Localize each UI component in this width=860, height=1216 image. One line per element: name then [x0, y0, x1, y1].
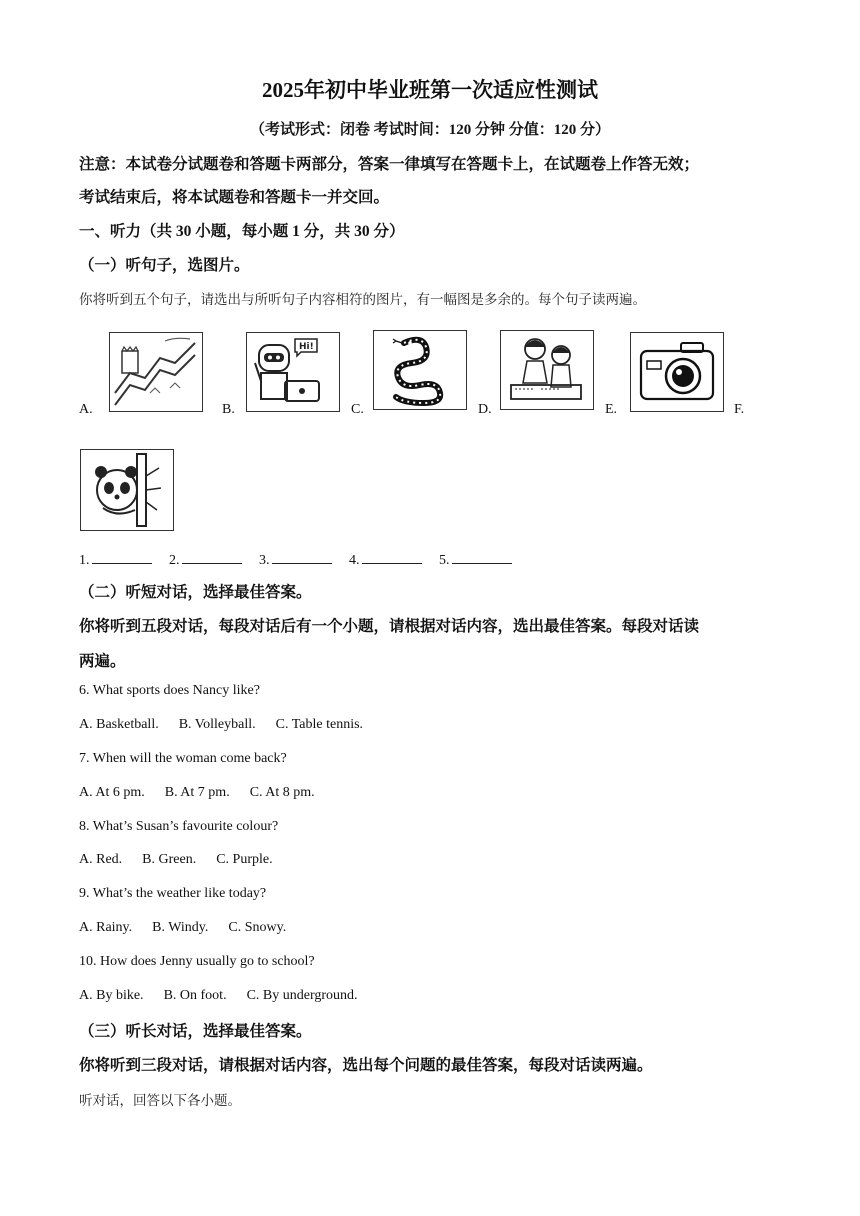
options-9 [79, 920, 306, 936]
answer-blank-4[interactable]: 4. [349, 553, 422, 568]
options-10 [79, 988, 378, 1004]
answer-blank-5[interactable]: 5. [439, 553, 512, 568]
exam-info: （考试形式：闭卷 考试时间：120 分钟 分值：120 分） [249, 122, 610, 138]
options-8 [79, 852, 293, 868]
answer-blank-2[interactable]: 2. [169, 553, 242, 568]
question-6: 6. What sports does Nancy like? [79, 683, 260, 698]
picture-f [80, 449, 174, 531]
picture-label-e: E. [605, 402, 618, 417]
picture-e [630, 332, 724, 412]
option-6a[interactable]: A. Basketball. [79, 717, 159, 732]
options-7 [79, 785, 335, 801]
part-heading-2: （二）听短对话，选择最佳答案。 [79, 584, 312, 601]
section-heading-listening: 一、听力（共 30 小题，每小题 1 分，共 30 分） [79, 223, 405, 240]
option-7a[interactable]: A. At 6 pm. [79, 785, 145, 800]
picture-label-d: D. [478, 402, 492, 417]
option-9a[interactable]: A. Rainy. [79, 920, 133, 935]
question-10: 10. How does Jenny usually go to school? [79, 954, 315, 969]
options-6 [79, 717, 383, 733]
picture-label-c: C. [351, 402, 364, 417]
robot-laptop-icon [247, 333, 338, 410]
picture-d [500, 330, 594, 410]
option-7c[interactable]: C. At 8 pm. [249, 785, 315, 800]
picture-label-a: A. [79, 402, 93, 417]
question-7: 7. When will the woman come back? [79, 751, 287, 766]
answer-blank-1[interactable]: 1. [79, 553, 152, 568]
notice-line-2: 考试结束后，将本试题卷和答题卡一并交回。 [79, 189, 390, 206]
picture-label-f: F. [734, 402, 745, 417]
question-9: 9. What’s the weather like today? [79, 886, 267, 901]
picture-a [109, 332, 203, 412]
snake-icon [374, 331, 465, 408]
answer-blank-3[interactable]: 3. [259, 553, 332, 568]
panda-bamboo-icon [81, 450, 172, 529]
option-9b[interactable]: B. Windy. [152, 920, 209, 935]
part-instruction-3: 你将听到三段对话，请根据对话内容，选出每个问题的最佳答案，每段对话读两遍。 [79, 1057, 653, 1074]
picture-label-b: B. [222, 402, 235, 417]
girls-cooking-icon [501, 331, 592, 408]
option-10c[interactable]: C. By underground. [246, 988, 358, 1003]
option-6b[interactable]: B. Volleyball. [178, 717, 256, 732]
option-8a[interactable]: A. Red. [79, 852, 123, 867]
part-heading-1: （一）听句子，选图片。 [79, 257, 250, 274]
part-instruction-2-line-1: 你将听到五段对话，每段对话后有一个小题，请根据对话内容，选出最佳答案。每段对话读 [79, 618, 700, 635]
part-sub-instruction-3: 听对话，回答以下各小题。 [79, 1093, 241, 1108]
option-7b[interactable]: B. At 7 pm. [164, 785, 230, 800]
page-title: 2025年初中毕业班第一次适应性测试 [262, 78, 598, 102]
option-10b[interactable]: B. On foot. [163, 988, 227, 1003]
option-9c[interactable]: C. Snowy. [228, 920, 287, 935]
option-8b[interactable]: B. Green. [142, 852, 197, 867]
part-heading-3: （三）听长对话，选择最佳答案。 [79, 1023, 312, 1040]
great-wall-icon [110, 333, 201, 410]
svg-text:Hi!: Hi! [299, 342, 314, 352]
picture-b [246, 332, 340, 412]
camera-icon [631, 333, 722, 410]
option-10a[interactable]: A. By bike. [79, 988, 144, 1003]
option-8c[interactable]: C. Purple. [216, 852, 273, 867]
option-6c[interactable]: C. Table tennis. [275, 717, 364, 732]
part-instruction-2-line-2: 两遍。 [79, 653, 126, 670]
part-instruction-1: 你将听到五个句子，请选出与所听句子内容相符的图片，有一幅图是多余的。每个句子读两遍。 [79, 292, 646, 307]
picture-c [373, 330, 467, 410]
notice-line-1: 注意：本试卷分试题卷和答题卡两部分，答案一律填写在答题卡上，在试题卷上作答无效； [79, 156, 700, 173]
answer-blanks-row [79, 549, 526, 569]
question-8: 8. What’s Susan’s favourite colour? [79, 819, 279, 834]
